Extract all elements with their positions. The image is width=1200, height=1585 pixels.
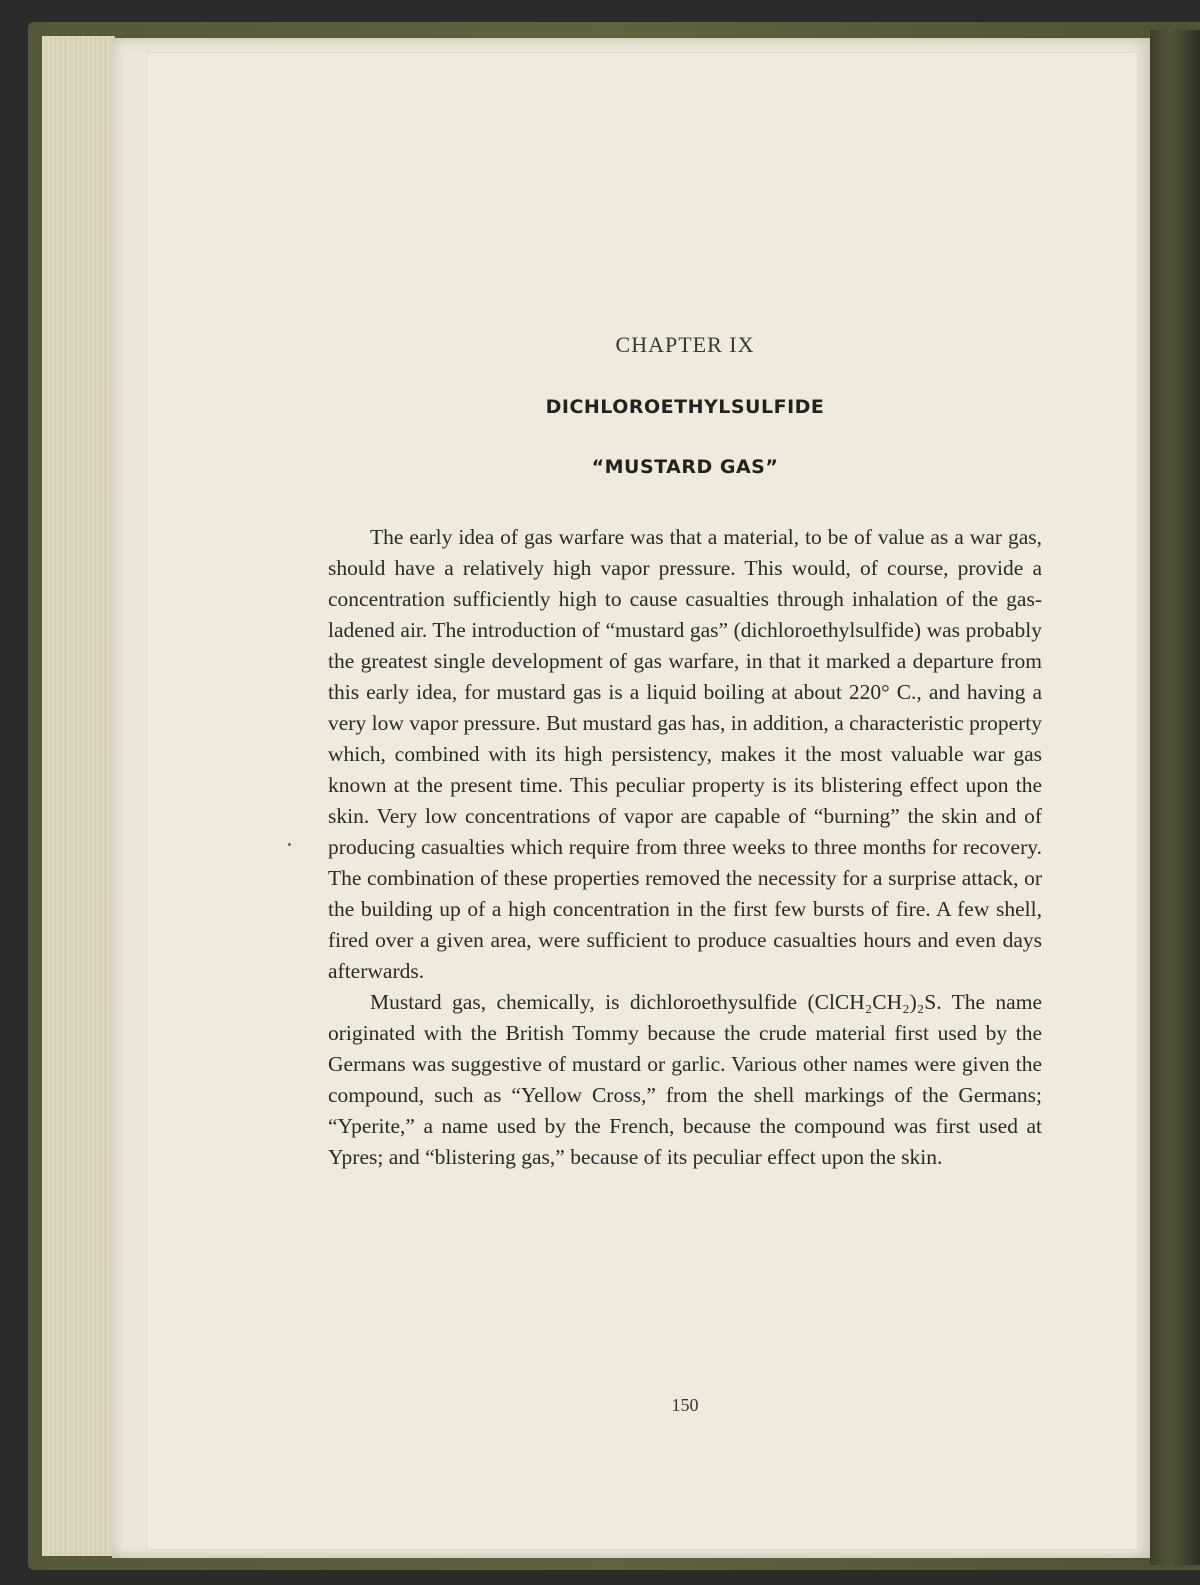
chapter-subtitle: “MUSTARD GAS” [591,456,779,478]
binding-edge [1150,30,1200,1565]
ink-speck [288,843,291,846]
paragraph: The early idea of gas warfare was that a material, to be of value as a war gas, should have a relatively high vapor pressure. This would, of course, provide a concentration sufficiently high to cause casualties through inhalation of the gas-ladened air. The introduction of “mustard gas” (dichloroethylsulfide) was probably the greatest single development of gas warfare, in that it marked a departure from this early idea, for mustard gas is a liquid boiling at about 220° C., and having a very low vapor pressure. But mustard gas has, in addition, a characteristic property which, combined with its high persistency, makes it the most valuable war gas known at the present time. This peculiar property is its blistering effect upon the skin. Very low concentrations of vapor are capable of “burning” the skin and of producing casualties which require from three weeks to three months for recovery. The combination of these properties removed the necessity for a surprise attack, or the building up of a high concentration in the first few bursts of fire. A few shell, fired over a given area, were sufficient to produce casualties hours and even days afterwards. [328,525,1042,983]
page-number: 150 [671,1395,699,1415]
page-text [328,320,1042,1173]
page-edges [42,36,115,1556]
paragraph: Mustard gas, chemically, is dichloroethysulfide (ClCH₂CH₂)₂S. The name originated with the British Tommy because the crude material first used by the Germans was suggestive of mustard or garlic. Various other names were given the compound, such as “Yellow Cross,” from the shell markings of the Germans; “Yperite,” a name used by the French, because the compound was first used at Ypres; and “blistering gas,” because of its peculiar effect upon the skin. [328,990,1042,1169]
chapter-label: CHAPTER IX [615,332,755,357]
chapter-title: DICHLOROETHYLSULFIDE [545,396,825,418]
